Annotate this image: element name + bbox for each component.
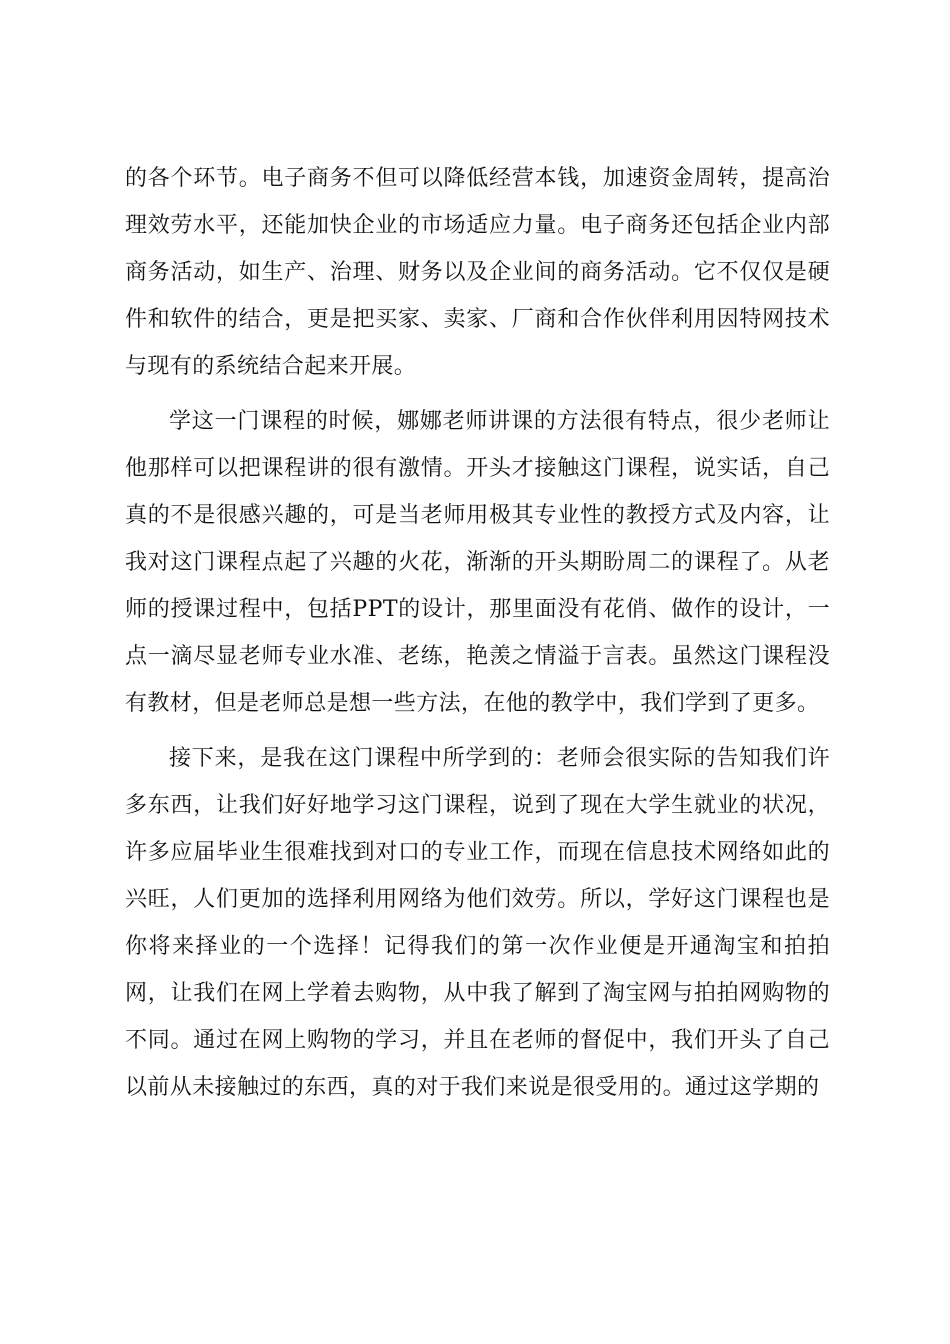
paragraph-1: 的各个环节。电子商务不但可以降低经营本钱，加速资金周转，提高治理效劳水平，还能加快企业的市场适应力量。电子商务还包括企业内部商务活动，如生产、治理、财务以及企业间的商务活动。它不仅仅是硬件和软件的结合，更是把买家、卖家、厂商和合作伙伴利用因特网技术与现有的系统结合起来开展。 <box>125 166 830 379</box>
paragraph-2: 学这一门课程的时候，娜娜老师讲课的方法很有特点，很少老师让他那样可以把课程讲的很有激情。开头才接触这门课程，说实话，自己真的不是很感兴趣的，可是当老师用极其专业性的教授方式及内容，让我对这门课程点起了兴趣的火花，渐渐的开头期盼周二的课程了。从老师的授课过程中，包括PPT的设计，那里面没有花俏、做作的设计，一点一滴尽显老师专业水准、老练，艳羡之情溢于言表。虽然这门课程没有教材，但是老师总是想一些方法，在他的教学中，我们学到了更多。 <box>125 409 830 716</box>
body-text <box>125 155 830 1111</box>
paragraph-3: 接下来，是我在这门课程中所学到的：老师会很实际的告知我们许多东西，让我们好好地学习这门课程，说到了现在大学生就业的状况，许多应届毕业生很难找到对口的专业工作，而现在信息技术网络如此的兴旺，人们更加的选择利用网络为他们效劳。所以，学好这门课程也是你将来择业的一个选择！记得我们的第一次作业便是开通淘宝和拍拍网，让我们在网上学着去购物，从中我了解到了淘宝网与拍拍网购物的不同。通过在网上购物的学习，并且在老师的督促中，我们开头了自己以前从未接触过的东西，真的对于我们来说是很受用的。通过这学期的 <box>125 746 830 1100</box>
